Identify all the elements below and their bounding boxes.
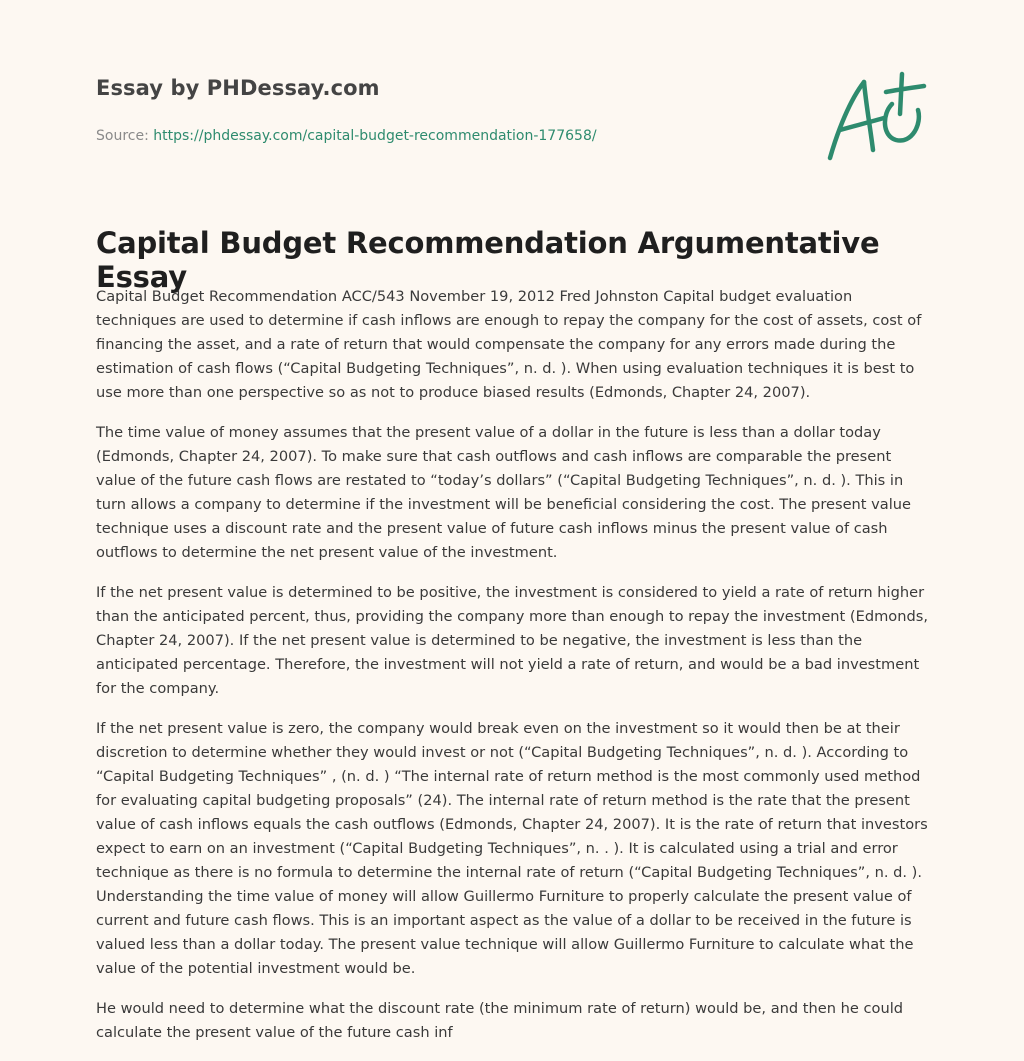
source-link[interactable]: https://phdessay.com/capital-budget-recommendation-177658/: [153, 128, 597, 144]
a-plus-grade-icon: [820, 68, 930, 164]
essay-title: Capital Budget Recommendation Argumentative Essay: [96, 226, 880, 294]
source-line: [96, 128, 928, 144]
source-label: Source:: [96, 128, 154, 144]
essay-paragraph: The time value of money assumes that the present value of a dollar in the future is less than a dollar today (Edmonds, Chapter 24, 2007). To make sure that cash outflows and cash inflows are comparable the present value of the future cash flows are restated to “today’s dollars” (“Capital Budgeting Techniques”, n. d. ). This in turn allows a company to determine if the investment will be beneficial considering the cost. The present value technique uses a discount rate and the present value of future cash inflows minus the present value of cash outflows to determine the net present value of the investment.: [96, 424, 912, 561]
essay-paragraph: Capital Budget Recommendation ACC/543 November 19, 2012 Fred Johnston Capital budget evaluation techniques are used to determine if cash inflows are enough to repay the company for the cost of assets, cost of financing the asset, and a rate of return that would compensate the company for any errors made during the estimation of cash flows (“Capital Budgeting Techniques”, n. d. ). When using evaluation techniques it is best to use more than one perspective so as not to produce biased results (Edmonds, Chapter 24, 2007).: [96, 288, 922, 401]
essay-paragraph: If the net present value is determined to be positive, the investment is considered to yield a rate of return higher than the anticipated percent, thus, providing the company more than enough to repay the investment (Edmonds, Chapter 24, 2007). If the net present value is determined to be negative, the investment is less than the anticipated percentage. Therefore, the investment will not yield a rate of return, and would be a bad investment for the company.: [96, 584, 928, 697]
essay-paragraph: If the net present value is zero, the company would break even on the investment so it would then be at their discretion to determine whether they would invest or not (“Capital Budgeting Techniques”, n. d. ). According to “Capital Budgeting Techniques” , (n. d. ) “The internal rate of return method is the most commonly used method for evaluating capital budgeting proposals” (24). The internal rate of return method is the rate that the present value of cash inflows equals the cash outflows (Edmonds, Chapter 24, 2007). It is the rate of return that investors expect to earn on an investment (“Capital Budgeting Techniques”, n. . ). It is calculated using a trial and error technique as there is no formula to determine the internal rate of return (“Capital Budgeting Techniques”, n. d. ). Understanding the time value of money will allow Guillermo Furniture to properly calculate the present value of current and future cash flows. This is an important aspect as the value of a dollar to be received in the future is valued less than a dollar today. The present value technique will allow Guillermo Furniture to calculate what the value of the potential investment would be.: [96, 720, 928, 977]
essay-body: [96, 285, 932, 1061]
site-header: [96, 76, 928, 144]
site-brand: Essay by PHDessay.com: [96, 76, 380, 100]
essay-paragraph: He would need to determine what the discount rate (the minimum rate of return) would be, and then he could calculate the present value of the future cash inf: [96, 1000, 904, 1041]
